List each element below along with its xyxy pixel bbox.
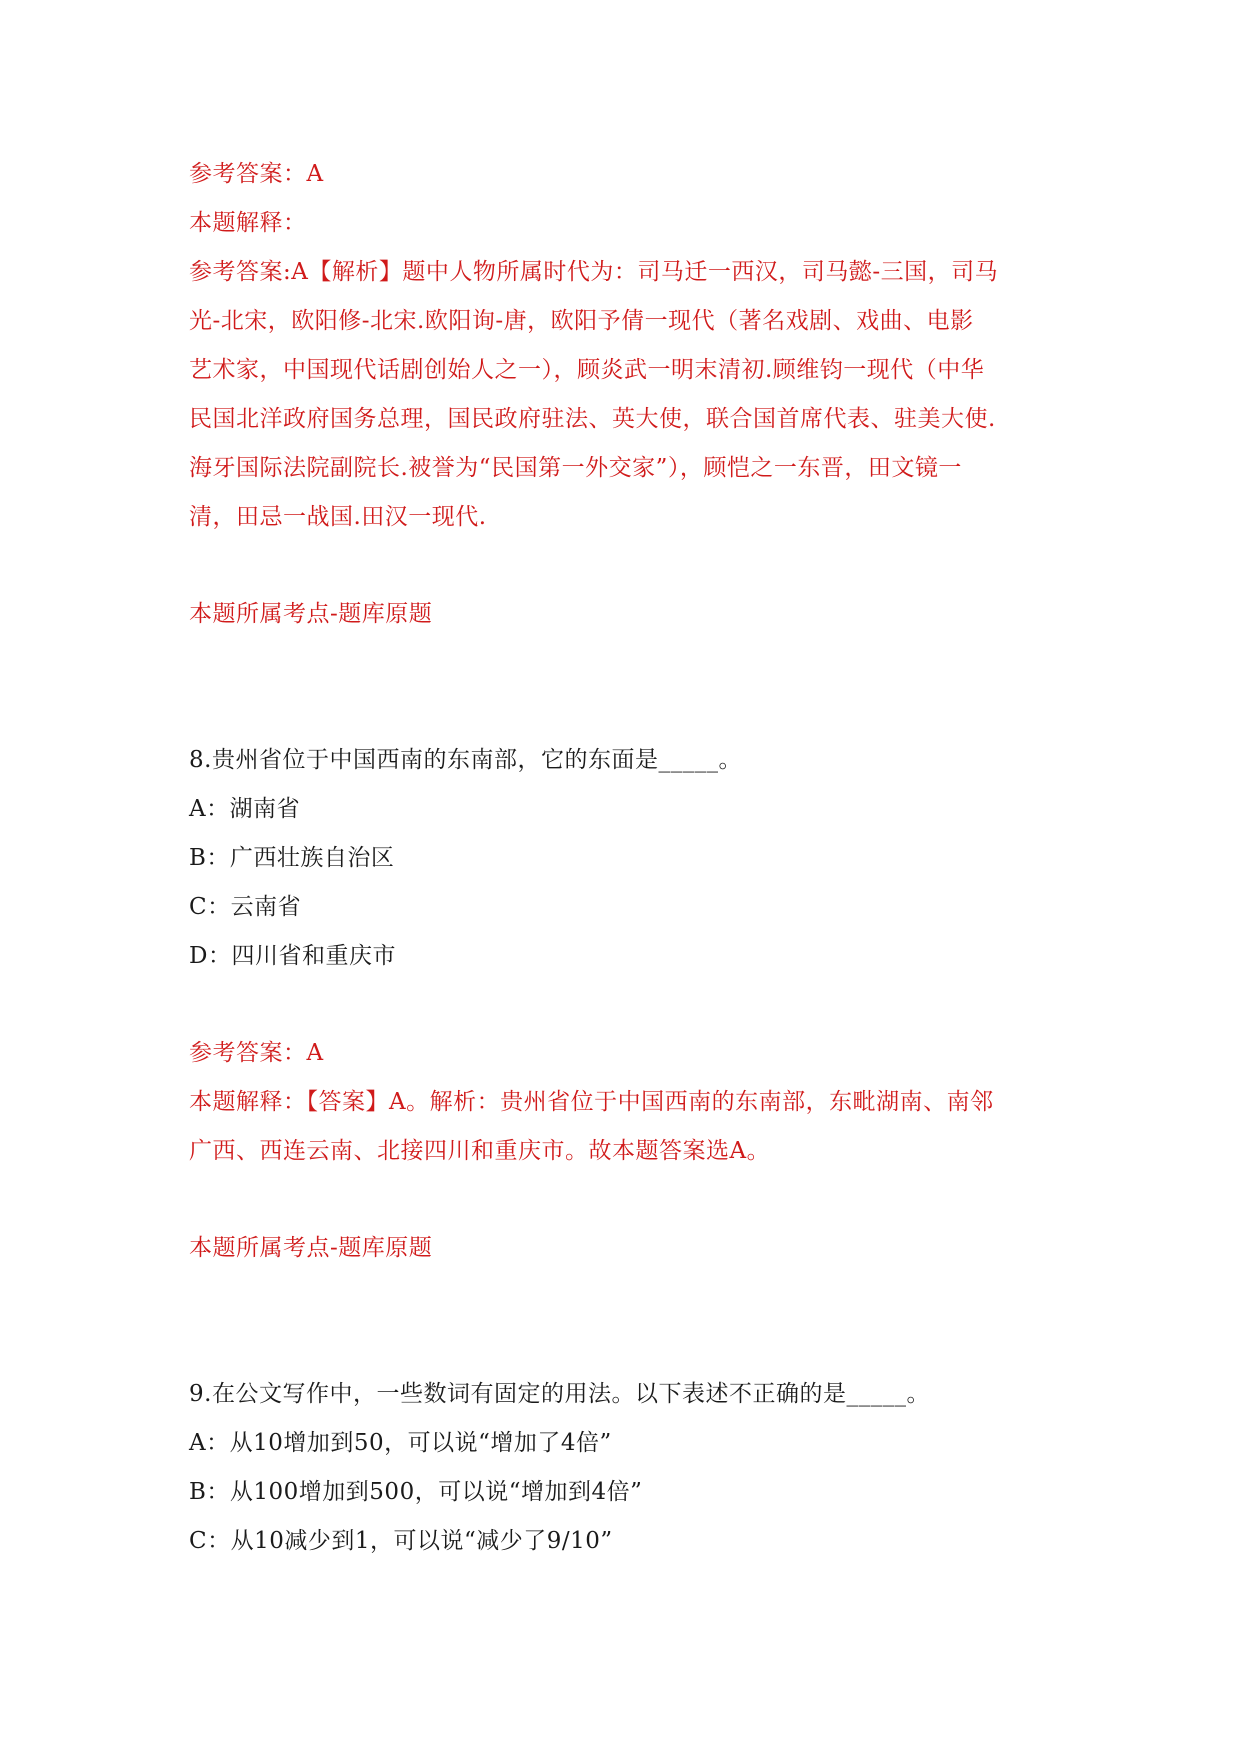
document-page: [189, 150, 1059, 1566]
q8-topic: 本题所属考点-题库原题: [189, 1235, 433, 1261]
q7-explain-line-1: 参考答案:A【解析】题中人物所属时代为：司马迁一西汉，司马懿-三国，司马: [189, 259, 999, 285]
q8-explain-line-1: 本题解释：【答案】A。解析：贵州省位于中国西南的东南部，东毗湖南、南邻: [189, 1089, 994, 1115]
q9-question: 9.在公文写作中，一些数词有固定的用法。以下表述不正确的是_____。: [189, 1381, 930, 1407]
q8-option-b: B：广西壮族自治区: [189, 845, 395, 871]
q9-option-b: B：从100增加到500，可以说“增加到4倍”: [189, 1479, 643, 1505]
q8-answer: 参考答案：A: [189, 1040, 324, 1066]
q8-question: 8.贵州省位于中国西南的东南部，它的东面是_____。: [189, 747, 742, 773]
q7-explain-label: 本题解释：: [189, 210, 307, 236]
q8-explain-line-2: 广西、西连云南、北接四川和重庆市。故本题答案选A。: [189, 1138, 771, 1164]
q7-explain-line-5: 海牙国际法院副院长.被誉为“民国第一外交家”），顾恺之一东晋，田文镜一: [189, 455, 962, 481]
q7-topic: 本题所属考点-题库原题: [189, 601, 433, 627]
q9-option-c: C：从10减少到1，可以说“减少了9/10”: [189, 1528, 613, 1554]
q9-option-a: A：从10增加到50，可以说“增加了4倍”: [189, 1430, 612, 1456]
q8-option-d: D：四川省和重庆市: [189, 943, 396, 969]
q7-answer: 参考答案：A: [189, 161, 324, 187]
q7-explain-line-3: 艺术家，中国现代话剧创始人之一），顾炎武一明末清初.顾维钧一现代（中华: [189, 357, 985, 383]
q8-option-c: C：云南省: [189, 894, 302, 920]
q7-explain-line-4: 民国北洋政府国务总理，国民政府驻法、英大使，联合国首席代表、驻美大使.: [189, 406, 996, 432]
q7-explain-line-6: 清，田忌一战国.田汉一现代.: [189, 504, 487, 530]
q8-option-a: A：湖南省: [189, 796, 301, 822]
q7-explain-line-2: 光-北宋，欧阳修-北宋.欧阳询-唐，欧阳予倩一现代（著名戏剧、戏曲、电影: [189, 308, 974, 334]
